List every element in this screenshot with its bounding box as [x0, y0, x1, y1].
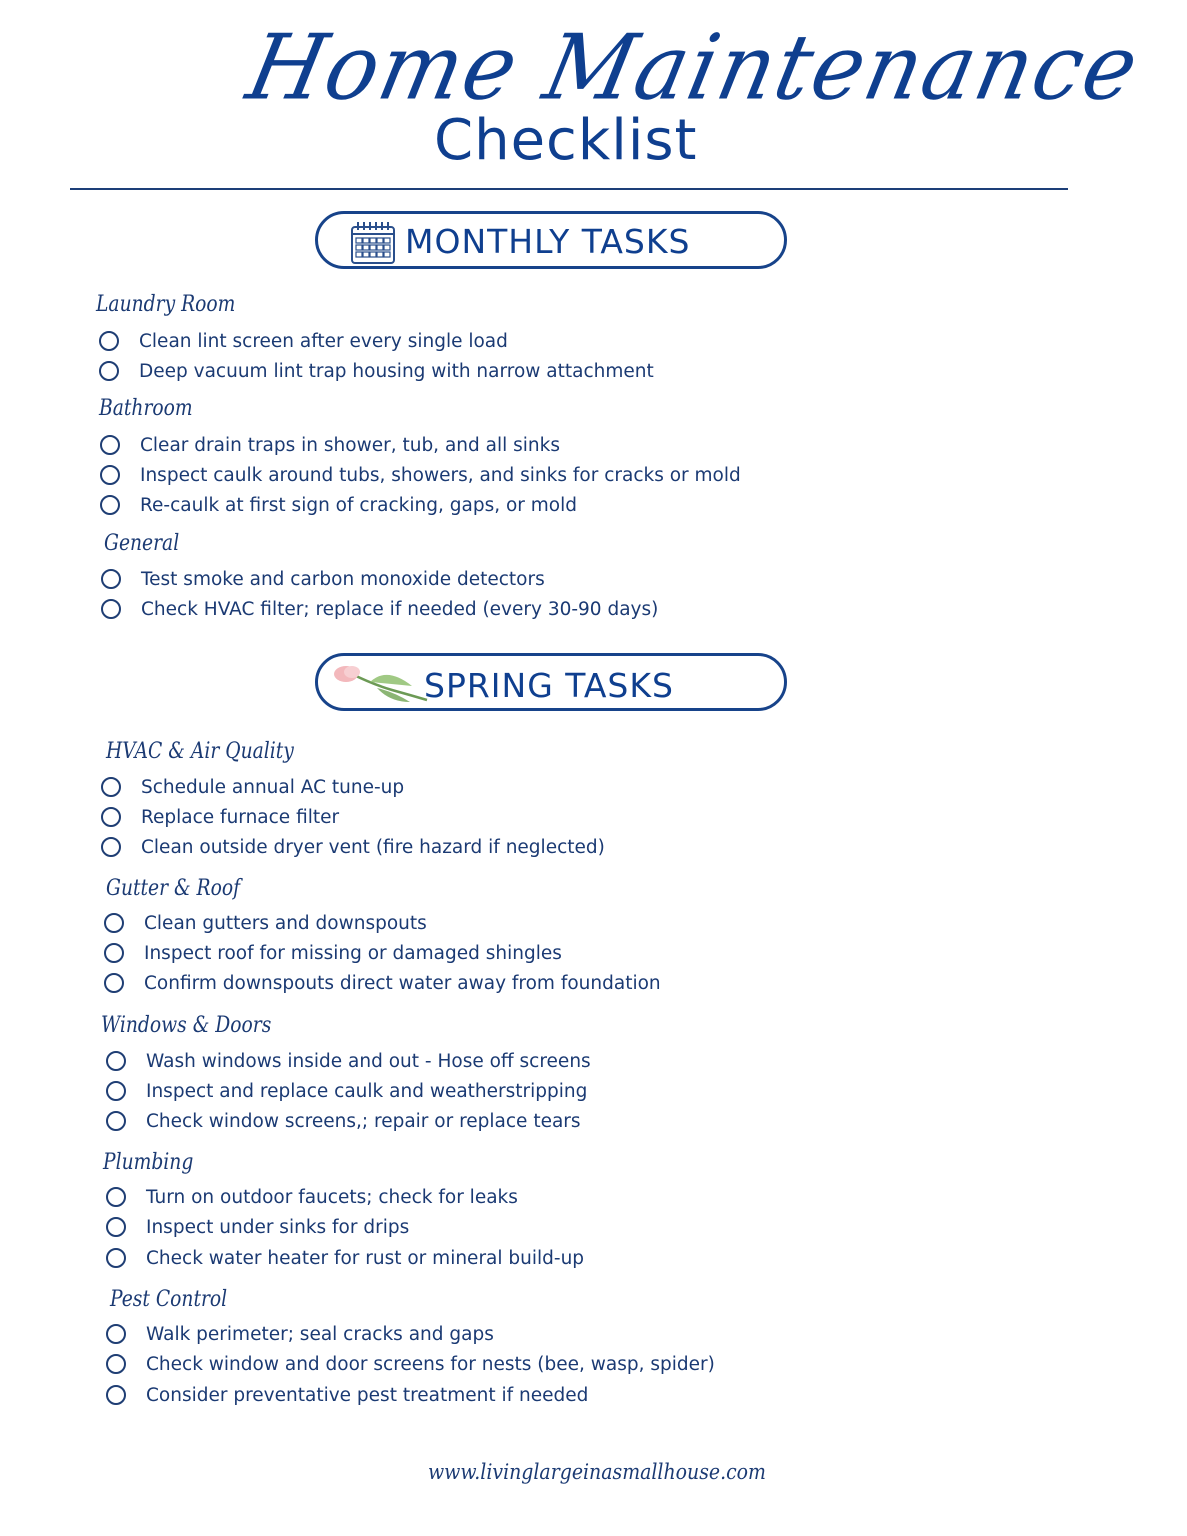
checklist-item[interactable]: Clean gutters and downspouts	[104, 908, 427, 938]
checklist-item[interactable]: Test smoke and carbon monoxide detectors	[101, 564, 545, 594]
checklist-item[interactable]: Confirm downspouts direct water away from foundation	[104, 968, 661, 998]
checkbox[interactable]	[106, 1111, 126, 1131]
tulip-icon	[332, 662, 432, 704]
checklist-item[interactable]: Re-caulk at first sign of cracking, gaps, or mold	[100, 490, 577, 520]
checkbox[interactable]	[101, 569, 121, 589]
checkbox[interactable]	[106, 1217, 126, 1237]
checklist-item[interactable]: Wash windows inside and out - Hose off screens	[106, 1046, 591, 1076]
category-hvac-air-quality: HVAC & Air Quality	[106, 739, 294, 764]
monthly-tasks-label: MONTHLY TASKS	[405, 222, 691, 261]
checkbox[interactable]	[101, 807, 121, 827]
calendar-icon	[350, 221, 396, 265]
checklist-item[interactable]: Clean lint screen after every single load	[99, 326, 508, 356]
category-laundry-room: Laundry Room	[96, 292, 236, 317]
checklist-item[interactable]: Check window and door screens for nests (bee, wasp, spider)	[106, 1349, 715, 1379]
category-bathroom: Bathroom	[99, 396, 193, 421]
checklist-item[interactable]: Inspect under sinks for drips	[106, 1212, 409, 1242]
checkbox[interactable]	[106, 1051, 126, 1071]
checklist-item[interactable]: Inspect and replace caulk and weatherstripping	[106, 1076, 587, 1106]
checklist-item[interactable]: Walk perimeter; seal cracks and gaps	[106, 1319, 494, 1349]
checkbox[interactable]	[101, 777, 121, 797]
checklist-item[interactable]: Check window screens,; repair or replace tears	[106, 1106, 581, 1136]
title-script-text: Home Maintenance	[238, 15, 1149, 121]
page-title-sub: Checklist	[434, 108, 698, 173]
checkbox[interactable]	[100, 495, 120, 515]
checklist-item[interactable]: Inspect roof for missing or damaged shingles	[104, 938, 562, 968]
checkbox[interactable]	[99, 361, 119, 381]
checklist-item[interactable]: Clear drain traps in shower, tub, and all sinks	[100, 430, 560, 460]
category-plumbing: Plumbing	[103, 1150, 194, 1175]
checkbox[interactable]	[101, 837, 121, 857]
checklist-item[interactable]: Check water heater for rust or mineral build-up	[106, 1243, 584, 1273]
checklist-item[interactable]: Clean outside dryer vent (fire hazard if neglected)	[101, 832, 605, 862]
checkbox[interactable]	[104, 973, 124, 993]
checkbox[interactable]	[106, 1187, 126, 1207]
checkbox[interactable]	[106, 1324, 126, 1344]
checkbox[interactable]	[101, 599, 121, 619]
spring-tasks-label: SPRING TASKS	[424, 666, 674, 705]
checklist-item[interactable]: Check HVAC filter; replace if needed (every 30-90 days)	[101, 594, 658, 624]
footer-url: www.livinglargeinasmallhouse.com	[428, 1460, 766, 1484]
checkbox[interactable]	[100, 465, 120, 485]
category-pest-control: Pest Control	[110, 1287, 228, 1312]
checkbox[interactable]	[106, 1081, 126, 1101]
checkbox[interactable]	[106, 1248, 126, 1268]
spring-tasks-banner	[315, 653, 787, 711]
header-divider	[70, 188, 1068, 190]
category-gutter-roof: Gutter & Roof	[106, 876, 241, 901]
checkbox[interactable]	[106, 1385, 126, 1405]
checklist-item[interactable]: Replace furnace filter	[101, 802, 339, 832]
checkbox[interactable]	[104, 943, 124, 963]
checkbox[interactable]	[99, 331, 119, 351]
monthly-tasks-banner	[315, 211, 787, 269]
checklist-item[interactable]: Schedule annual AC tune-up	[101, 772, 404, 802]
checkbox[interactable]	[104, 913, 124, 933]
checklist-item[interactable]: Deep vacuum lint trap housing with narrow attachment	[99, 356, 654, 386]
checkbox[interactable]	[100, 435, 120, 455]
category-general: General	[104, 531, 180, 556]
checkbox[interactable]	[106, 1354, 126, 1374]
checklist-item[interactable]: Turn on outdoor faucets; check for leaks	[106, 1182, 518, 1212]
checklist-item[interactable]: Inspect caulk around tubs, showers, and sinks for cracks or mold	[100, 460, 741, 490]
category-windows-doors: Windows & Doors	[101, 1013, 272, 1038]
checklist-item[interactable]: Consider preventative pest treatment if needed	[106, 1380, 588, 1410]
